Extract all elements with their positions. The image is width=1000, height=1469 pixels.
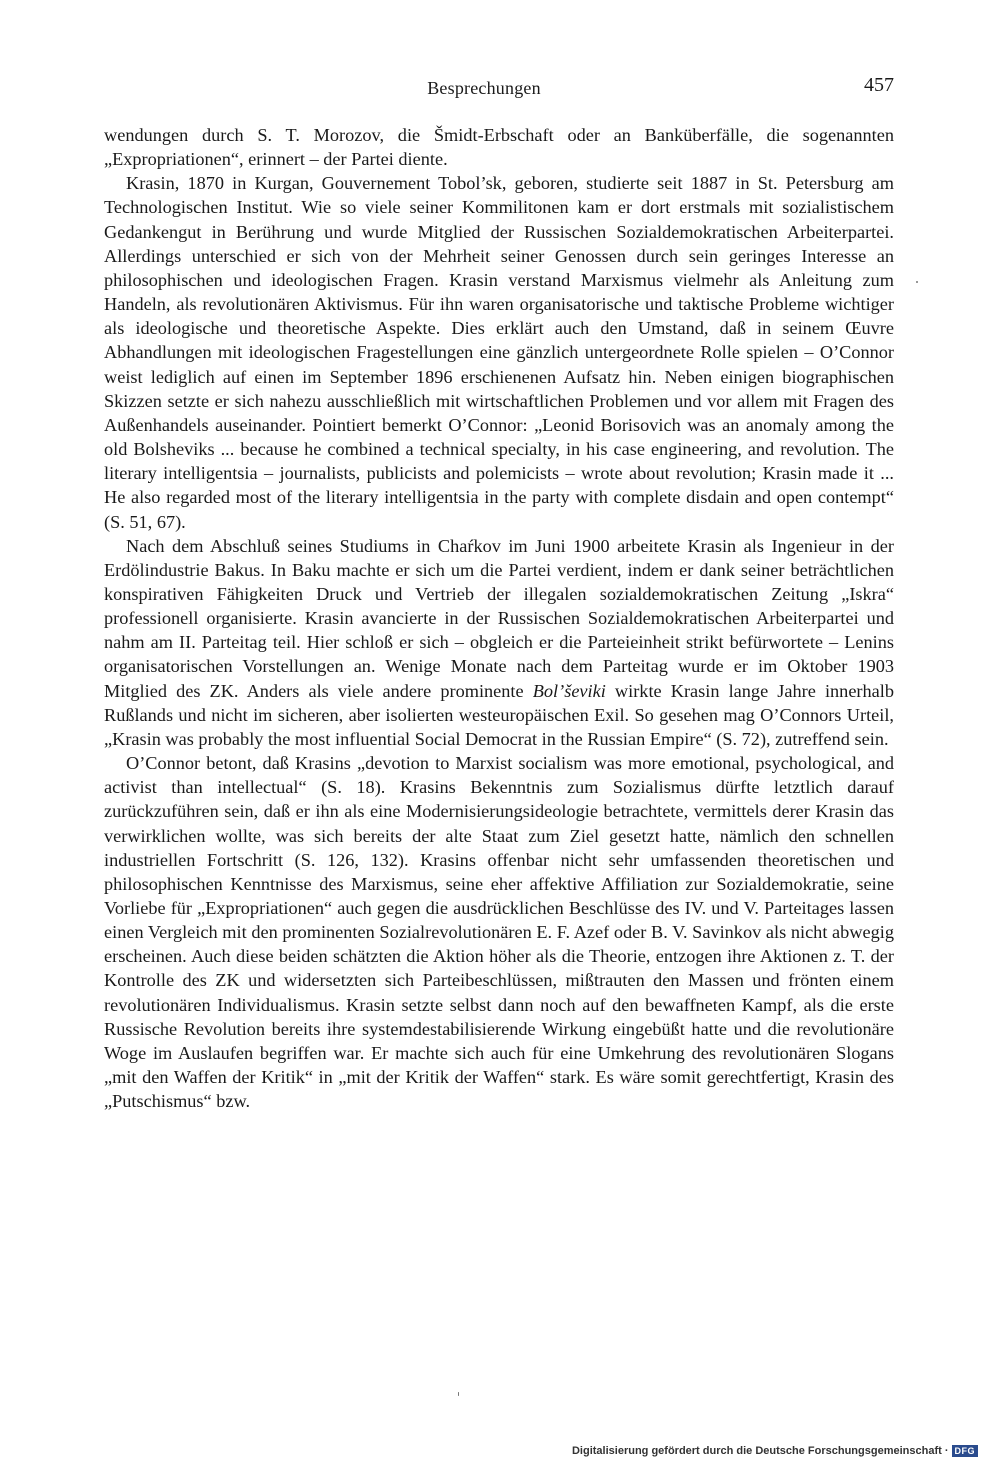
paragraph-baku-text-1: Nach dem Abschluß seines Studiums in Chaŕkov im Juni 1900 arbeitete Krasin als Ingenieur in der Erdölindustrie Bakus. In Baku machte er sich um die Partei verdient, indem er dank seiner beträchtlichen konspirativen Fähigkeiten Druck und Vertrieb der illegalen sozialdemokratischen Zeitung „Iskra“ professionell organisierte. Krasin avancierte in der Russischen Sozialdemokratischen Arbeiterpartei und nahm am II. Parteitag teil. Hier schloß er sich – obgleich er die Parteieinheit strikt befürwortete – Lenins organisatorischen Vorstellungen an. Wenige Monate nach dem Parteitag wurde er im Oktober 1903 Mitglied des ZK. Anders als viele andere prominente	[104, 535, 894, 701]
running-title: Besprechungen	[427, 78, 541, 98]
paragraph-baku-career	[104, 534, 894, 751]
italic-term-bolseviki: Bol’ševiki	[532, 680, 606, 701]
scan-speck	[458, 1392, 459, 1396]
paragraph-baku-text-2: wirkte Krasin lange Jahre innerhalb Rußlands und nicht im sicheren, aber isolierten westeuropäischen Exil. So gesehen mag O’Connors Urteil, „Krasin was probably the most influential Social Democrat in the Russian Empire“ (S. 72), zutreffend sein.	[104, 680, 894, 749]
paragraph-krasin-biography: Krasin, 1870 in Kurgan, Gouvernement Tobol’sk, geboren, studierte seit 1887 in St. Petersburg am Technologischen Institut. Wie so viele seiner Kommilitonen kam er dort erstmals mit sozialistischem Gedankengut in Berührung und wurde Mitglied der Russischen Sozialdemokratischen Arbeiterpartei. Allerdings unterschied er sich von der Mehrheit seiner Genossen durch sein geringes Interesse an philosophischen und ideologischen Fragen. Krasin verstand Marxismus vielmehr als Anleitung zum Handeln, als revolutionären Aktivismus. Für ihn waren organisatorische und taktische Probleme wichtiger als ideologische und theoretische Aspekte. Dies erklärt auch den Umstand, daß in seinem Œuvre Abhandlungen mit ideologischen Fragestellungen eine gänzlich untergeordnete Rolle spielen – O’Connor weist lediglich auf einen im September 1896 erschienenen Aufsatz hin. Neben einigen biographischen Skizzen setzte er sich nahezu ausschließlich mit wirtschaftlichen Problemen und vor allem mit Fragen des Außenhandels auseinander. Pointiert bemerkt O’Connor: „Leonid Borisovich was an anomaly among the old Bolsheviks ... because he combined a technical specialty, in his case engineering, and revolution. The literary intelligentsia – journalists, publicists and polemicists – wrote about revolution; Krasin made it ... He also regarded most of the literary intelligentsia in the party with complete disdain and open contempt“ (S. 51, 67).	[104, 173, 894, 532]
credit-text: Digitalisierung gefördert durch die Deutsche Forschungsgemeinschaft ·	[571, 1445, 949, 1457]
scan-speck	[916, 281, 918, 283]
running-header	[104, 74, 894, 104]
dfg-logo: DFG	[952, 1445, 979, 1457]
paragraph-continuation: wendungen durch S. T. Morozov, die Šmidt-Erbschaft oder an Banküberfälle, die sogenannten „Expropriationen“, erinnert – der Partei diente.	[104, 125, 894, 170]
page-number: 457	[864, 74, 894, 96]
body-text	[104, 123, 894, 1113]
paragraph-marxism-assessment: O’Connor betont, daß Krasins „devotion to Marxist socialism was more emotional, psychological, and activist than intellectual“ (S. 18). Krasins Bekenntnis zum Sozialismus dürfte letztlich darauf zurückzuführen sein, daß er ihn als eine Modernisierungsideologie betrachtete, vermittels derer Krasin das verwirklichen wollte, was sich bereits der alte Staat zum Ziel gesetzt hatte, nämlich den schnellen industriellen Fortschritt (S. 126, 132). Krasins offenbar nicht sehr umfassenden theoretischen und philosophischen Kenntnisse des Marxismus, seine eher affektive Affiliation zur Sozialdemokratie, seine Vorliebe für „Expropriationen“ auch gegen die ausdrücklichen Beschlüsse des IV. und V. Parteitages lassen einen Vergleich mit den prominenten Sozialrevolutionären E. F. Azef oder B. V. Savinkov als nicht abwegig erscheinen. Auch diese beiden schätzten die Aktion höher als die Theorie, entzogen ihre Aktionen z. T. der Kontrolle des ZK und widersetzten sich Parteibeschlüssen, mißtrauten den Massen und frönten einem revolutionären Individualismus. Krasin setzte selbst dann noch auf den bewaffneten Kampf, als die erste Russische Revolution bereits ihre systemdestabilisierende Wirkung eingebüßt hatte und die revolutionäre Woge im Auslaufen begriffen war. Er machte sich auch für eine Umkehrung des revolutionären Slogans „mit den Waffen der Kritik“ in „mit der Kritik der Waffen“ stark. Es wäre somit gerechtfertigt, Krasin des „Putschismus“ bzw.	[104, 753, 894, 1112]
digitization-credit	[572, 1443, 978, 1459]
